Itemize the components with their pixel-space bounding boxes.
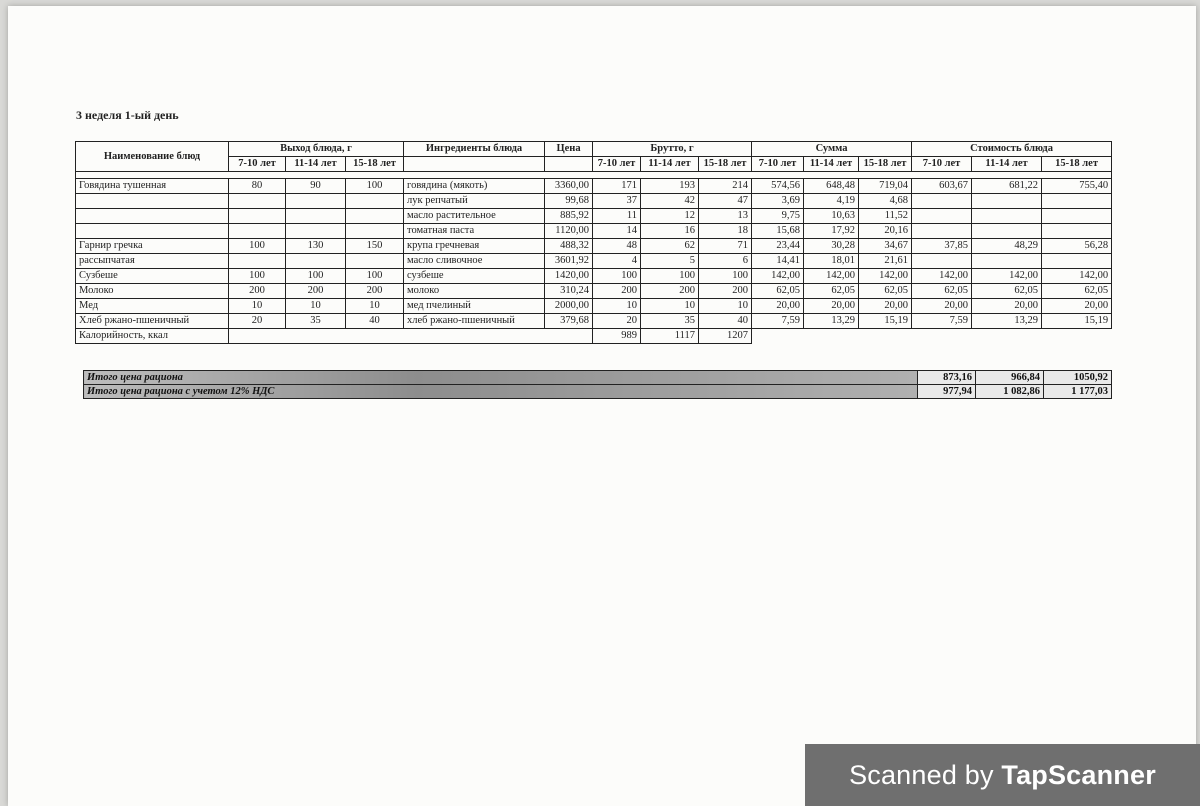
header-ingredients: Ингредиенты блюда — [404, 142, 545, 157]
sum-cell: 62,05 — [804, 284, 859, 299]
brutto-cell: 193 — [641, 179, 699, 194]
total-vat-label: Итого цена рациона с учетом 12% НДС — [84, 385, 918, 399]
cost-cell — [1042, 224, 1112, 239]
ingredient-cell: масло растительное — [404, 209, 545, 224]
sum-cell: 20,16 — [859, 224, 912, 239]
scanned-page — [8, 6, 1196, 806]
yield-cell: 35 — [286, 314, 346, 329]
header-age: 11-14 лет — [972, 157, 1042, 172]
totals-table — [83, 370, 1112, 399]
cost-cell: 62,05 — [1042, 284, 1112, 299]
header-age: 7-10 лет — [912, 157, 972, 172]
calories-row — [76, 329, 1112, 344]
yield-cell — [229, 254, 286, 269]
cost-cell — [912, 224, 972, 239]
sum-cell: 3,69 — [752, 194, 804, 209]
sum-cell: 4,19 — [804, 194, 859, 209]
total-vat-value: 1 177,03 — [1044, 385, 1112, 399]
sum-cell: 34,67 — [859, 239, 912, 254]
yield-cell: 130 — [286, 239, 346, 254]
yield-cell — [346, 254, 404, 269]
header-price: Цена — [545, 142, 593, 157]
table-row — [76, 254, 1112, 269]
header-age: 11-14 лет — [804, 157, 859, 172]
total-vat-value: 1 082,86 — [976, 385, 1044, 399]
total-vat-value: 977,94 — [918, 385, 976, 399]
brutto-cell: 35 — [641, 314, 699, 329]
brutto-cell: 13 — [699, 209, 752, 224]
cost-cell: 142,00 — [912, 269, 972, 284]
price-cell: 885,92 — [545, 209, 593, 224]
cost-cell: 20,00 — [1042, 299, 1112, 314]
sum-cell: 4,68 — [859, 194, 912, 209]
yield-cell: 100 — [229, 269, 286, 284]
header-sum: Сумма — [752, 142, 912, 157]
brutto-cell: 200 — [641, 284, 699, 299]
dish-name-cell: Сузбеше — [76, 269, 229, 284]
header-cost: Стоимость блюда — [912, 142, 1112, 157]
cost-cell — [972, 194, 1042, 209]
yield-cell: 20 — [229, 314, 286, 329]
sum-cell: 11,52 — [859, 209, 912, 224]
yield-cell — [229, 194, 286, 209]
ingredient-cell: хлеб ржано-пшеничный — [404, 314, 545, 329]
scanner-watermark — [805, 744, 1200, 806]
table-row — [76, 194, 1112, 209]
sum-cell: 142,00 — [752, 269, 804, 284]
table-row — [76, 179, 1112, 194]
sum-cell: 20,00 — [804, 299, 859, 314]
header-age: 7-10 лет — [593, 157, 641, 172]
sum-cell: 648,48 — [804, 179, 859, 194]
brutto-cell: 200 — [593, 284, 641, 299]
table-row — [76, 269, 1112, 284]
yield-cell — [286, 209, 346, 224]
header-age: 15-18 лет — [346, 157, 404, 172]
sum-cell: 7,59 — [752, 314, 804, 329]
sum-cell: 14,41 — [752, 254, 804, 269]
cost-cell — [912, 209, 972, 224]
sum-cell: 21,61 — [859, 254, 912, 269]
total-label: Итого цена рациона — [84, 371, 918, 385]
yield-cell — [346, 209, 404, 224]
cost-cell: 755,40 — [1042, 179, 1112, 194]
brutto-cell: 37 — [593, 194, 641, 209]
yield-cell — [286, 224, 346, 239]
header-blank — [404, 157, 545, 172]
header-age: 7-10 лет — [229, 157, 286, 172]
cost-cell: 142,00 — [1042, 269, 1112, 284]
price-cell: 1120,00 — [545, 224, 593, 239]
brutto-cell: 171 — [593, 179, 641, 194]
cost-cell: 13,29 — [972, 314, 1042, 329]
watermark-brand: TapScanner — [1001, 760, 1156, 790]
sum-cell: 15,19 — [859, 314, 912, 329]
ingredient-cell: мед пчелиный — [404, 299, 545, 314]
yield-cell: 10 — [346, 299, 404, 314]
brutto-cell: 12 — [641, 209, 699, 224]
yield-cell: 40 — [346, 314, 404, 329]
yield-cell: 200 — [229, 284, 286, 299]
ingredient-cell: масло сливочное — [404, 254, 545, 269]
cost-cell: 56,28 — [1042, 239, 1112, 254]
sum-cell: 142,00 — [859, 269, 912, 284]
yield-cell — [346, 224, 404, 239]
yield-cell: 100 — [346, 179, 404, 194]
yield-cell — [286, 194, 346, 209]
total-value: 873,16 — [918, 371, 976, 385]
sum-cell: 574,56 — [752, 179, 804, 194]
cost-cell — [972, 209, 1042, 224]
header-brutto: Брутто, г — [593, 142, 752, 157]
table-row — [76, 209, 1112, 224]
sum-cell: 13,29 — [804, 314, 859, 329]
cost-cell: 20,00 — [972, 299, 1042, 314]
total-vat-row — [84, 385, 1112, 399]
brutto-cell: 48 — [593, 239, 641, 254]
brutto-cell: 6 — [699, 254, 752, 269]
sum-cell: 17,92 — [804, 224, 859, 239]
document-title: 3 неделя 1-ый день — [76, 108, 179, 122]
dish-name-cell: Гарнир гречка — [76, 239, 229, 254]
price-cell: 99,68 — [545, 194, 593, 209]
price-cell: 379,68 — [545, 314, 593, 329]
header-age: 7-10 лет — [752, 157, 804, 172]
calories-value: 989 — [593, 329, 641, 344]
ingredient-cell: крупа гречневая — [404, 239, 545, 254]
brutto-cell: 100 — [699, 269, 752, 284]
cost-cell — [912, 254, 972, 269]
ingredient-cell: сузбеше — [404, 269, 545, 284]
dish-name-cell — [76, 209, 229, 224]
price-cell: 3601,92 — [545, 254, 593, 269]
price-cell: 3360,00 — [545, 179, 593, 194]
cost-cell — [972, 254, 1042, 269]
cost-cell — [972, 224, 1042, 239]
price-cell: 2000,00 — [545, 299, 593, 314]
brutto-cell: 200 — [699, 284, 752, 299]
yield-cell: 200 — [346, 284, 404, 299]
brutto-cell: 11 — [593, 209, 641, 224]
ingredient-cell: томатная паста — [404, 224, 545, 239]
dish-name-cell — [76, 194, 229, 209]
header-age: 15-18 лет — [699, 157, 752, 172]
total-value: 966,84 — [976, 371, 1044, 385]
header-blank — [545, 157, 593, 172]
table-row — [76, 299, 1112, 314]
calories-value: 1117 — [641, 329, 699, 344]
header-age: 15-18 лет — [1042, 157, 1112, 172]
dish-name-cell: Молоко — [76, 284, 229, 299]
brutto-cell: 10 — [641, 299, 699, 314]
brutto-cell: 47 — [699, 194, 752, 209]
header-dish-name: Наименование блюд — [76, 142, 229, 172]
cost-cell — [1042, 194, 1112, 209]
brutto-cell: 4 — [593, 254, 641, 269]
header-yield: Выход блюда, г — [229, 142, 404, 157]
sum-cell: 30,28 — [804, 239, 859, 254]
cost-cell: 20,00 — [912, 299, 972, 314]
cost-cell: 142,00 — [972, 269, 1042, 284]
menu-table — [75, 141, 1112, 344]
watermark-prefix: Scanned by — [849, 760, 1002, 790]
sum-cell: 18,01 — [804, 254, 859, 269]
brutto-cell: 71 — [699, 239, 752, 254]
header-age: 11-14 лет — [641, 157, 699, 172]
sum-cell: 20,00 — [859, 299, 912, 314]
yield-cell — [286, 254, 346, 269]
brutto-cell: 40 — [699, 314, 752, 329]
table-row — [76, 239, 1112, 254]
brutto-cell: 62 — [641, 239, 699, 254]
cost-cell — [912, 194, 972, 209]
yield-cell: 200 — [286, 284, 346, 299]
cost-cell: 37,85 — [912, 239, 972, 254]
sum-cell: 23,44 — [752, 239, 804, 254]
ingredient-cell: лук репчатый — [404, 194, 545, 209]
total-value: 1050,92 — [1044, 371, 1112, 385]
cost-cell: 48,29 — [972, 239, 1042, 254]
yield-cell: 100 — [229, 239, 286, 254]
dish-name-cell: Хлеб ржано-пшеничный — [76, 314, 229, 329]
sum-cell: 15,68 — [752, 224, 804, 239]
dish-name-cell: Мед — [76, 299, 229, 314]
dish-name-cell: рассыпчатая — [76, 254, 229, 269]
total-row — [84, 371, 1112, 385]
yield-cell: 100 — [346, 269, 404, 284]
dish-name-cell: Говядина тушенная — [76, 179, 229, 194]
brutto-cell: 16 — [641, 224, 699, 239]
cost-cell — [1042, 254, 1112, 269]
cost-cell — [1042, 209, 1112, 224]
sum-cell: 142,00 — [804, 269, 859, 284]
table-row — [76, 224, 1112, 239]
sum-cell: 10,63 — [804, 209, 859, 224]
calories-value: 1207 — [699, 329, 752, 344]
table-row — [76, 314, 1112, 329]
yield-cell: 10 — [286, 299, 346, 314]
price-cell: 310,24 — [545, 284, 593, 299]
calories-label: Калорийность, ккал — [76, 329, 229, 344]
calories-blank — [229, 329, 593, 344]
header-age: 15-18 лет — [859, 157, 912, 172]
brutto-cell: 100 — [593, 269, 641, 284]
dish-name-cell — [76, 224, 229, 239]
yield-cell: 100 — [286, 269, 346, 284]
brutto-cell: 10 — [699, 299, 752, 314]
brutto-cell: 20 — [593, 314, 641, 329]
cost-cell: 681,22 — [972, 179, 1042, 194]
yield-cell — [346, 194, 404, 209]
sum-cell: 719,04 — [859, 179, 912, 194]
brutto-cell: 214 — [699, 179, 752, 194]
table-row — [76, 284, 1112, 299]
sum-cell: 62,05 — [859, 284, 912, 299]
cost-cell: 62,05 — [972, 284, 1042, 299]
cost-cell: 62,05 — [912, 284, 972, 299]
menu-body — [76, 179, 1112, 344]
ingredient-cell: молоко — [404, 284, 545, 299]
cost-cell: 15,19 — [1042, 314, 1112, 329]
header-age: 11-14 лет — [286, 157, 346, 172]
yield-cell: 10 — [229, 299, 286, 314]
ingredient-cell: говядина (мякоть) — [404, 179, 545, 194]
cost-cell: 7,59 — [912, 314, 972, 329]
sum-cell: 62,05 — [752, 284, 804, 299]
price-cell: 1420,00 — [545, 269, 593, 284]
brutto-cell: 5 — [641, 254, 699, 269]
yield-cell: 90 — [286, 179, 346, 194]
cost-cell: 603,67 — [912, 179, 972, 194]
brutto-cell: 100 — [641, 269, 699, 284]
brutto-cell: 14 — [593, 224, 641, 239]
sum-cell: 20,00 — [752, 299, 804, 314]
yield-cell: 80 — [229, 179, 286, 194]
brutto-cell: 42 — [641, 194, 699, 209]
sum-cell: 9,75 — [752, 209, 804, 224]
yield-cell: 150 — [346, 239, 404, 254]
price-cell: 488,32 — [545, 239, 593, 254]
calories-tail — [752, 329, 1112, 344]
yield-cell — [229, 224, 286, 239]
brutto-cell: 18 — [699, 224, 752, 239]
yield-cell — [229, 209, 286, 224]
brutto-cell: 10 — [593, 299, 641, 314]
